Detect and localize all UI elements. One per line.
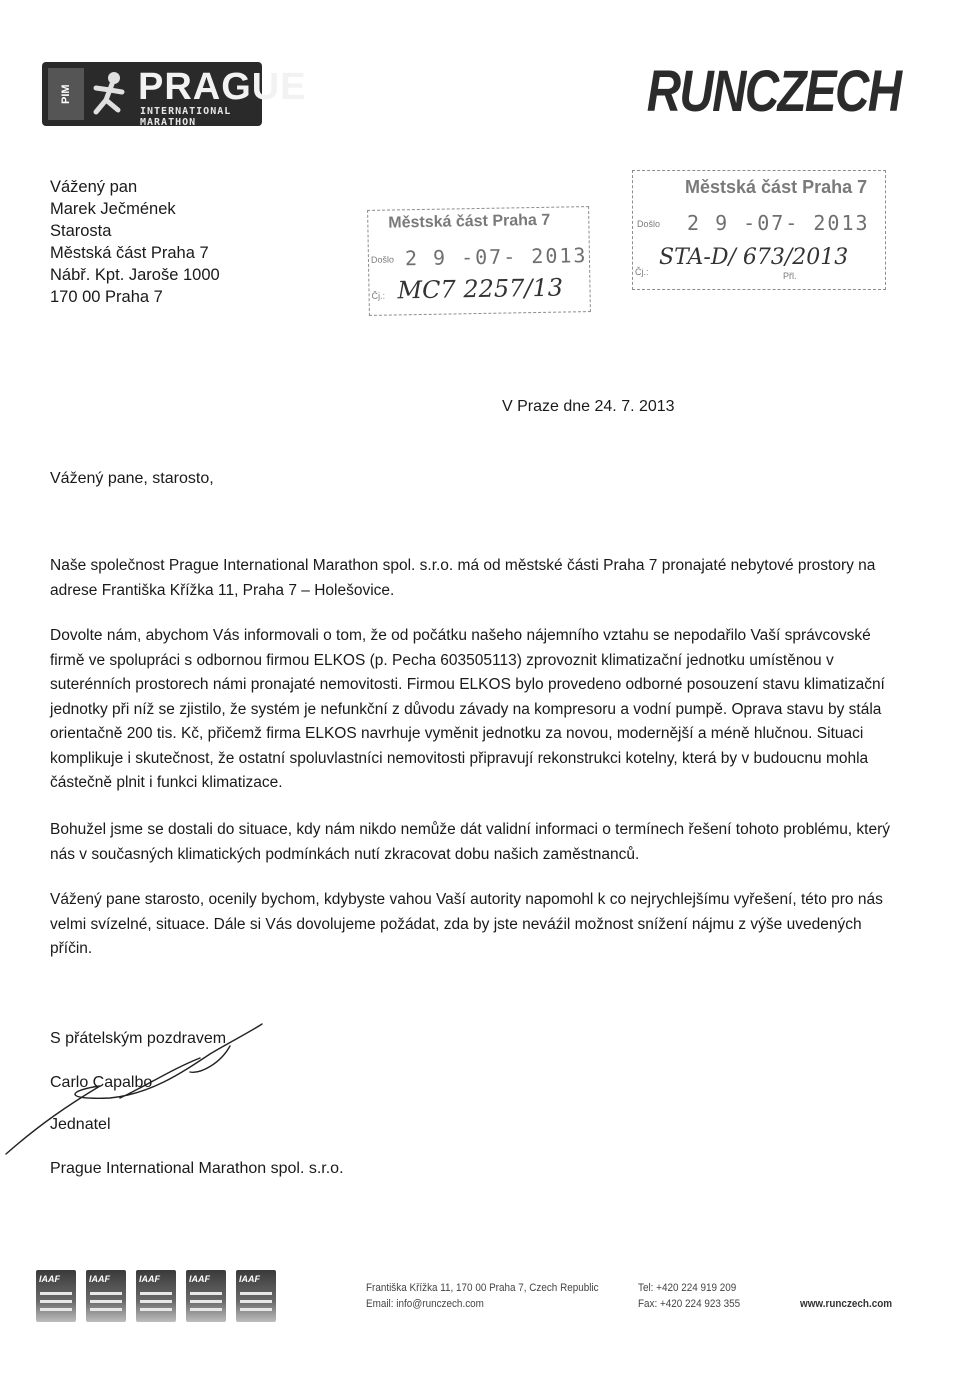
recipient-address bbox=[50, 176, 220, 308]
registry-stamp-left bbox=[367, 206, 591, 316]
recipient-name: Marek Ječmének bbox=[50, 200, 176, 218]
letter-date: V Praze dne 24. 7. 2013 bbox=[502, 398, 675, 415]
recipient-salutation: Vážený pan bbox=[50, 178, 138, 196]
stamp-title: Městská část Praha 7 bbox=[685, 177, 868, 197]
registry-stamp-right bbox=[632, 170, 886, 290]
iaaf-label-icon: IAAF bbox=[36, 1270, 76, 1322]
stamp-ref-label: Čj.: bbox=[371, 290, 386, 301]
signatory-name: Carlo Capalbo bbox=[50, 1074, 153, 1091]
footer-address-block bbox=[366, 1280, 599, 1312]
recipient-city: 170 00 Praha 7 bbox=[50, 288, 163, 306]
stamp-attachment-label: Přl. bbox=[783, 271, 797, 281]
stamp-handwritten-ref: STA-D/ 673/2013 bbox=[659, 245, 849, 270]
paragraph-4: Vážený pane starosto, ocenily bychom, kdybyste vahou Vaší autority napomohl k co nejrychlejšímu vyřešení, této pro nás velmi svízelné, situace. Dále si Vás dovolujeme požádat, zda by jste neváźil možnost snížení nájmu z výše uvedených příčin. bbox=[50, 891, 883, 957]
footer-website-link[interactable]: www.runczech.com bbox=[800, 1298, 893, 1310]
stamp-handwritten-ref: MC7 2257/13 bbox=[397, 273, 564, 305]
stamp-title: Městská část Praha 7 bbox=[388, 211, 551, 232]
iaaf-label-icon: IAAF bbox=[236, 1270, 276, 1322]
stamp-received-label: Došlo bbox=[637, 219, 661, 229]
signatory-role: Jednatel bbox=[50, 1116, 111, 1133]
closing-regards: S přátelským pozdravem bbox=[50, 1030, 227, 1047]
recipient-office: Městská část Praha 7 bbox=[50, 244, 209, 262]
greeting: Vážený pane, starosto, bbox=[50, 470, 214, 487]
stamp-received-label: Došlo bbox=[370, 254, 395, 265]
recipient-street: Nábř. Kpt. Jaroše 1000 bbox=[50, 266, 220, 284]
iaaf-label-icon: IAAF bbox=[186, 1270, 226, 1322]
iaaf-label-icon: IAAF bbox=[86, 1270, 126, 1322]
footer-contact-block bbox=[638, 1280, 740, 1312]
paragraph-1: Naše společnost Prague International Marathon spol. s.r.o. má od městské části Praha 7 pronajaté nebytové prostory na adrese Františka Křížka 11, Praha 7 – Holešovice. bbox=[50, 557, 876, 599]
paragraph-2: Dovolte nám, abychom Vás informovali o tom, že od počátku našeho nájemního vztahu se nepodařilo Vaší správcovské firmě ve spolupráci s odbornou firmou ELKOS (p. Pecha 603505113) zprovoznit klimatizační jednotku umístěnou v suterénních prostorech námi pronajaté nemovitosti. Firmou ELKOS bylo provedeno odborné posouzení stavu klimatizační jednotky při níž se zjistilo, že systém je nefunkční z důvodu závady na kompresoru a vodní pumpě. Oprava stavu by stála orientačně 200 tis. Kč, přičemž firma ELKOS navrhuje vyměnit jednotku za novou, modernější a méně hlučnou. Situaci komplikuje i skutečnost, že ostatní spoluvlastníci nemovitosti připravují rekonstrukci kotelny, která by v budoucnu mohla částečně plnit i funkci klimatizace. bbox=[50, 627, 885, 791]
paragraph-3: Bohužel jsme se dostali do situace, kdy nám nikdo nemůže dát validní informaci o termínech řešení tohoto problému, který nás v současných klimatických podmínkách nutí zkracovat dobu našich zaměstnanců. bbox=[50, 821, 891, 863]
pim-badge: PIM bbox=[48, 68, 84, 120]
stamp-date: 2 9 -07- 2013 bbox=[687, 211, 870, 235]
recipient-title: Starosta bbox=[50, 222, 112, 240]
footer-fax: Fax: +420 224 923 355 bbox=[638, 1298, 741, 1310]
pim-subtitle: INTERNATIONAL MARATHON bbox=[140, 106, 232, 128]
stamp-date: 2 9 -07- 2013 bbox=[404, 243, 588, 271]
prague-international-marathon-logo bbox=[42, 62, 307, 128]
runner-icon bbox=[88, 70, 132, 118]
stamp-ref-label: Čj.: bbox=[635, 267, 649, 277]
footer-email[interactable]: Email: info@runczech.com bbox=[366, 1298, 484, 1310]
iaaf-label-icon: IAAF bbox=[136, 1270, 176, 1322]
footer-address: Františka Křížka 11, 170 00 Praha 7, Czech Republic bbox=[366, 1282, 599, 1294]
pim-title: PRAGUE bbox=[138, 66, 307, 108]
footer-tel: Tel: +420 224 919 209 bbox=[638, 1282, 737, 1294]
iaaf-labels-row bbox=[36, 1270, 276, 1322]
runczech-logo: RUNCZECH bbox=[646, 59, 900, 124]
company-name: Prague International Marathon spol. s.r.o. bbox=[50, 1160, 344, 1177]
